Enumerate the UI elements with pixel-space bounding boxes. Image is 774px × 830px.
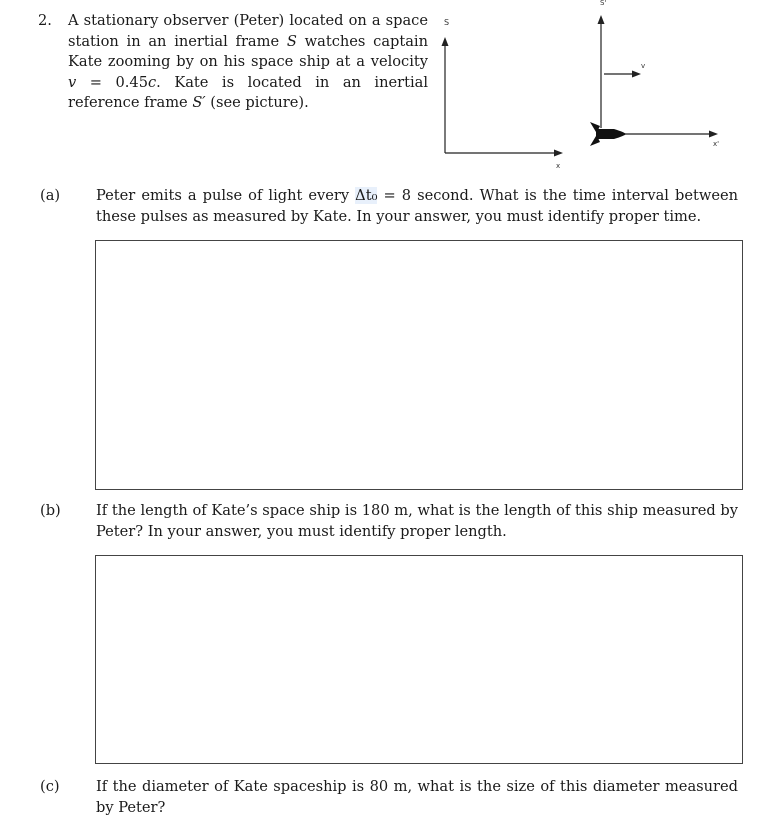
part-c-text: If the diameter of Kate spaceship is 80 m, what is the size of this diameter measured by Peter? bbox=[96, 778, 738, 816]
part-b-question bbox=[40, 501, 738, 542]
part-c-question bbox=[40, 777, 738, 818]
answer-box-a[interactable] bbox=[95, 240, 743, 490]
statement-part-1: A stationary observer (Peter) located on a space station in an inertial frame bbox=[68, 12, 428, 50]
statement-part-4: (see picture). bbox=[205, 94, 309, 111]
velocity-arrowhead bbox=[632, 71, 641, 78]
part-c-label: (c) bbox=[40, 778, 60, 795]
velocity-value: = 0.45 bbox=[76, 73, 148, 91]
problem-number: 2. bbox=[38, 12, 52, 29]
statement-part-2: watches captain Kate zooming by on his space ship at a velocity bbox=[68, 32, 428, 70]
frame-s-symbol: S bbox=[286, 32, 297, 50]
velocity-label: v bbox=[641, 62, 646, 70]
frame-s-prime-symbol: S′ bbox=[192, 94, 206, 111]
reference-frames-figure bbox=[0, 0, 774, 180]
s-x-arrowhead bbox=[554, 150, 563, 157]
statement-part-3: . Kate is located in an inertial reference frame bbox=[68, 73, 429, 111]
answer-box-b[interactable] bbox=[95, 555, 743, 764]
sp-x-label: x' bbox=[713, 140, 720, 148]
s-x-label: x bbox=[556, 162, 561, 170]
sp-y-arrowhead bbox=[598, 15, 605, 24]
s-frame-label: S bbox=[444, 18, 450, 27]
part-a-text-1: Peter emits a pulse of light every bbox=[96, 187, 356, 204]
s-y-arrowhead bbox=[442, 37, 449, 46]
part-b-label: (b) bbox=[40, 502, 61, 519]
part-a-question bbox=[40, 186, 738, 227]
part-a-math: Δt₀ bbox=[355, 187, 378, 204]
velocity-symbol: v bbox=[68, 73, 77, 91]
sp-frame-label: S' bbox=[600, 0, 607, 7]
part-b-text: If the length of Kate’s space ship is 180 m, what is the length of this ship measured by Peter? In your answer, you must identify proper length. bbox=[96, 502, 738, 540]
spaceship-icon bbox=[590, 122, 626, 146]
sp-x-arrowhead bbox=[709, 131, 718, 138]
part-a-label: (a) bbox=[40, 187, 61, 204]
light-speed-symbol: c bbox=[147, 73, 157, 91]
part-a-text-2: = 8 second. What is the time interval between these pulses as measured by Kate. In your answer, you must identify proper time. bbox=[96, 187, 738, 225]
